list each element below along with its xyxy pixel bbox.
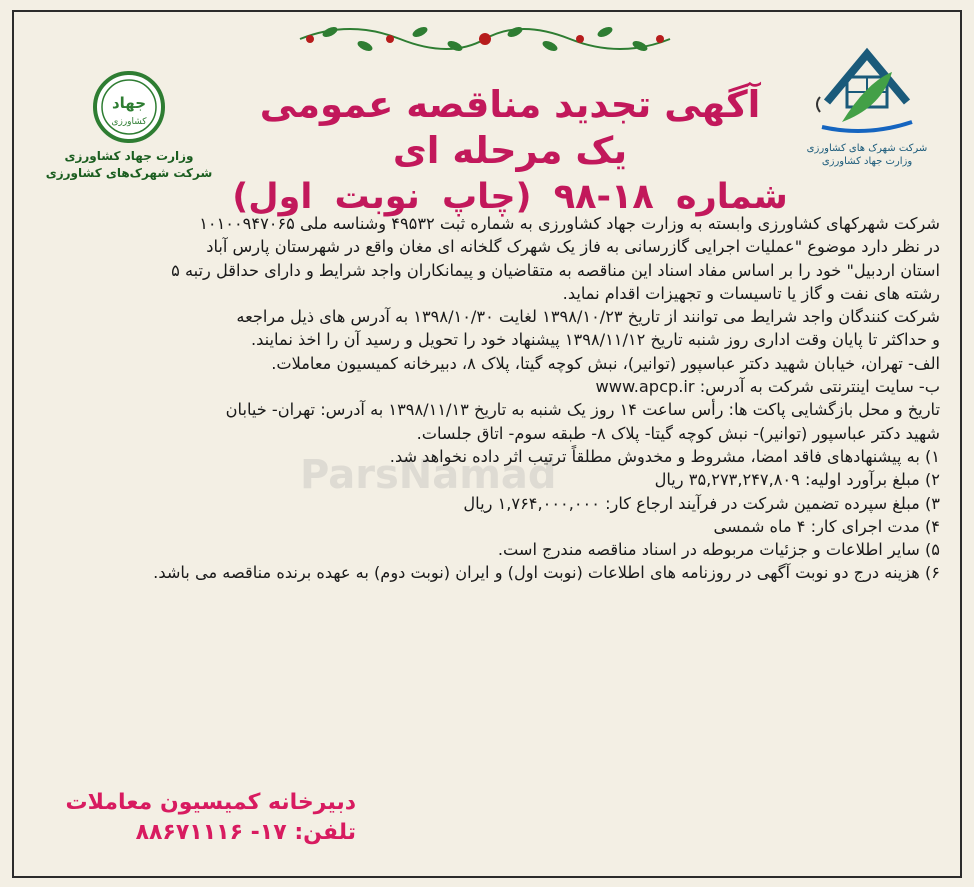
body-line: در نظر دارد موضوع "عملیات اجرایی گازرسانی به فاز یک شهرک گلخانه ای مغان واقع در شهرستان پارس آباد	[206, 237, 940, 257]
notice-body	[34, 212, 940, 585]
greenhouse-leaf-icon	[812, 42, 922, 138]
title-line2: شماره ۱۸-۹۸ (چاپ نوبت اول)	[232, 177, 788, 217]
agricultural-towns-logo	[792, 42, 942, 172]
condition-item: ۵) سایر اطلاعات و جزئیات مربوطه در اسناد مناقصه مندرج است.	[497, 540, 940, 560]
watermark: ParsNamad	[300, 452, 557, 498]
logo-left-line1: وزارت جهاد کشاورزی	[64, 149, 194, 163]
notice-headline	[230, 82, 790, 220]
condition-item: ۶) هزینه درج دو نوبت آگهی در روزنامه های اطلاعات (نوبت اول) و ایران (نوبت دوم) به عهده برنده مناقصه می باشد.	[153, 563, 940, 583]
office-name: دبیرخانه کمیسیون معاملات	[65, 790, 356, 815]
body-line: تاریخ و محل بازگشایی پاکت ها: رأس ساعت ۱۴ روز یک شنبه به تاریخ ۱۳۹۸/۱۱/۱۳ به آدرس: تهران- خیابان	[225, 400, 940, 420]
logo-left-line2: شرکت شهرک‌های کشاورزی	[45, 166, 213, 180]
condition-item: ۳) مبلغ سپرده تضمین شرکت در فرآیند ارجاع کار: ۱,۷۶۴,۰۰۰,۰۰۰ ریال	[463, 493, 940, 513]
logo-right-line2: وزارت جهاد کشاورزی	[821, 156, 913, 167]
body-line: شرکت کنندگان واجد شرایط می توانند از تاریخ ۱۳۹۸/۱۰/۲۳ لغایت ۱۳۹۸/۱۰/۳۰ به آدرس های ذیل مراجعه	[236, 307, 940, 327]
phone-number: تلفن: ۱۷- ۸۸۶۷۱۱۱۶	[135, 820, 356, 845]
contact-footer	[36, 788, 356, 848]
emblem-subtext: کشاورزی	[111, 117, 147, 127]
body-line: و حداکثر تا پایان وقت اداری روز شنبه تاریخ ۱۳۹۸/۱۱/۱۲ پیشنهاد خود را تحویل و رسید آن را اخذ نمایند.	[251, 330, 940, 350]
emblem-text: جهاد	[111, 94, 147, 112]
title-line1: آگهی تجدید مناقصه عمومی یک مرحله ای	[259, 83, 761, 172]
floral-ornament-icon	[290, 14, 680, 64]
ministry-logo	[34, 70, 224, 190]
jihad-emblem-icon	[92, 70, 166, 144]
body-line: رشته های نفت و گاز یا تاسیسات و تجهیزات اقدام نماید.	[562, 283, 940, 303]
body-line: شهید دکتر عباسپور (توانیر)- نبش کوچه گیتا- پلاک ۸- طبقه سوم- اتاق جلسات.	[416, 423, 940, 443]
logo-right-line1: شرکت شهرک های کشاورزی	[806, 143, 928, 154]
body-line: شرکت شهرکهای کشاورزی وابسته به وزارت جهاد کشاورزی به شماره ثبت ۴۹۵۳۲ وشناسه ملی ۱۰۱۰۰۹۴۷۰۶۵	[199, 214, 940, 233]
condition-item: ۱) به پیشنهادهای فاقد امضا، مشروط و مخدوش مطلقاً ترتیب اثر داده نخواهد شد.	[389, 446, 940, 466]
condition-item: ۴) مدت اجرای کار: ۴ ماه شمسی	[713, 516, 940, 536]
body-line: الف- تهران، خیابان شهید دکتر عباسپور (توانیر)، نبش کوچه گیتا، پلاک ۸، دبیرخانه کمیسیون معاملات.	[271, 353, 940, 373]
condition-item: ۲) مبلغ برآورد اولیه: ۳۵,۲۷۳,۲۴۷,۸۰۹ ریال	[654, 470, 940, 490]
website-line: ب- سایت اینترنتی شرکت به آدرس: www.apcp.ir	[595, 377, 940, 397]
body-line: استان اردبیل" خود را بر اساس مفاد اسناد این مناقصه به متقاضیان و پیمانکاران واجد شرایط و دارای حداقل رتبه ۵	[171, 260, 940, 280]
